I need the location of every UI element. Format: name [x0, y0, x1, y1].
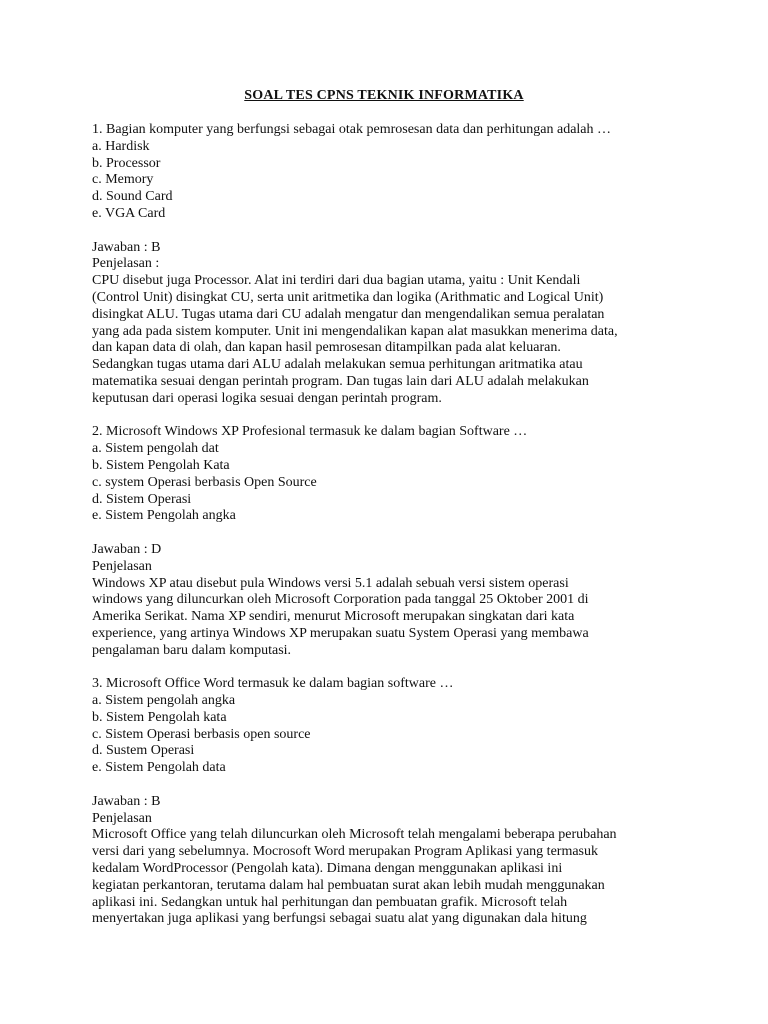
question-text: 2. Microsoft Windows XP Profesional termasuk ke dalam bagian Software … — [92, 424, 528, 440]
explanation-line: aplikasi ini. Sedangkan untuk hal perhitungan dan pembuatan grafik. Microsoft telah — [92, 894, 568, 910]
explanation-line: kegiatan perkantoran, terutama dalam hal pembuatan surat akan lebih mudah menggunakan — [92, 877, 605, 893]
explanation-line: keputusan dari operasi logika sesuai dengan perintah program. — [92, 390, 442, 406]
explanation-line: matematika sesuai dengan perintah program. Dan tugas lain dari ALU adalah melakukan — [92, 373, 589, 389]
explanation-line: Microsoft Office yang telah diluncurkan oleh Microsoft telah mengalami beberapa perubahan — [92, 827, 617, 843]
option-c: c. system Operasi berbasis Open Source — [92, 474, 317, 490]
explanation-line: kedalam WordProcessor (Pengolah kata). Dimana dengan menggunakan aplikasi ini — [92, 861, 563, 877]
option-d: d. Sustem Operasi — [92, 743, 195, 759]
document-body — [92, 122, 682, 928]
spacer — [92, 777, 682, 794]
spacer — [92, 223, 682, 240]
explanation-line: pengalaman baru dalam komputasi. — [92, 642, 292, 658]
option-b: b. Processor — [92, 155, 161, 171]
explanation-line: Sedangkan tugas utama dari ALU adalah melakukan semua perhitungan aritmatika atau — [92, 357, 583, 373]
option-b: b. Sistem Pengolah Kata — [92, 457, 230, 473]
option-c: c. Memory — [92, 172, 154, 188]
explanation-label: Penjelasan — [92, 558, 152, 574]
explanation-line: disingkat ALU. Tugas utama dari CU adalah mengatur dan mengendalikan semua peralatan — [92, 306, 605, 322]
explanation-line: versi dari yang sebelumnya. Mocrosoft Word merupakan Program Aplikasi yang termasuk — [92, 844, 598, 860]
question-text: 3. Microsoft Office Word termasuk ke dalam bagian software … — [92, 676, 454, 692]
question-block-3 — [92, 676, 682, 928]
spacer — [92, 660, 682, 677]
explanation-line: dan kapan data di olah, dan kapan hasil pemrosesan ditampilkan pada alat keluaran. — [92, 340, 561, 356]
option-e: e. Sistem Pengolah angka — [92, 508, 236, 524]
document-title: SOAL TES CPNS TEKNIK INFORMATIKA — [244, 88, 524, 103]
answer-text: Jawaban : B — [92, 239, 161, 255]
question-block-2 — [92, 424, 682, 659]
explanation-line: yang ada pada sistem komputer. Unit ini mengendalikan kapan alat masukkan menerima data, — [92, 323, 618, 339]
explanation-line: (Control Unit) disingkat CU, serta unit aritmetika dan logika (Arithmatic and Logical Unit) — [92, 289, 604, 305]
option-e: e. Sistem Pengolah data — [92, 760, 226, 776]
spacer — [92, 408, 682, 425]
explanation-line: windows yang diluncurkan oleh Microsoft Corporation pada tanggal 25 Oktober 2001 di — [92, 592, 589, 608]
option-e: e. VGA Card — [92, 205, 166, 221]
explanation-label: Penjelasan : — [92, 256, 160, 272]
option-c: c. Sistem Operasi berbasis open source — [92, 726, 311, 742]
explanation-line: menyertakan juga aplikasi yang berfungsi sebagai suatu alat yang digunakan dala hitung — [92, 911, 587, 927]
option-a: a. Sistem pengolah dat — [92, 441, 219, 457]
explanation-line: Windows XP atau disebut pula Windows versi 5.1 adalah sebuah versi sistem operasi — [92, 575, 569, 591]
option-a: a. Hardisk — [92, 138, 150, 154]
option-d: d. Sound Card — [92, 189, 173, 205]
explanation-line: experience, yang artinya Windows XP merupakan suatu System Operasi yang membawa — [92, 625, 589, 641]
explanation-label: Penjelasan — [92, 810, 152, 826]
explanation-line: Amerika Serikat. Nama XP sendiri, menurut Microsoft merupakan singkatan dari kata — [92, 609, 575, 625]
answer-text: Jawaban : D — [92, 541, 162, 557]
explanation-line: CPU disebut juga Processor. Alat ini terdiri dari dua bagian utama, yaitu : Unit Kendali — [92, 273, 581, 289]
spacer — [92, 525, 682, 542]
option-a: a. Sistem pengolah angka — [92, 693, 236, 709]
answer-text: Jawaban : B — [92, 793, 161, 809]
question-block-1 — [92, 122, 682, 408]
question-text: 1. Bagian komputer yang berfungsi sebagai otak pemrosesan data dan perhitungan adalah … — [92, 122, 612, 137]
option-d: d. Sistem Operasi — [92, 491, 192, 507]
option-b: b. Sistem Pengolah kata — [92, 709, 227, 725]
